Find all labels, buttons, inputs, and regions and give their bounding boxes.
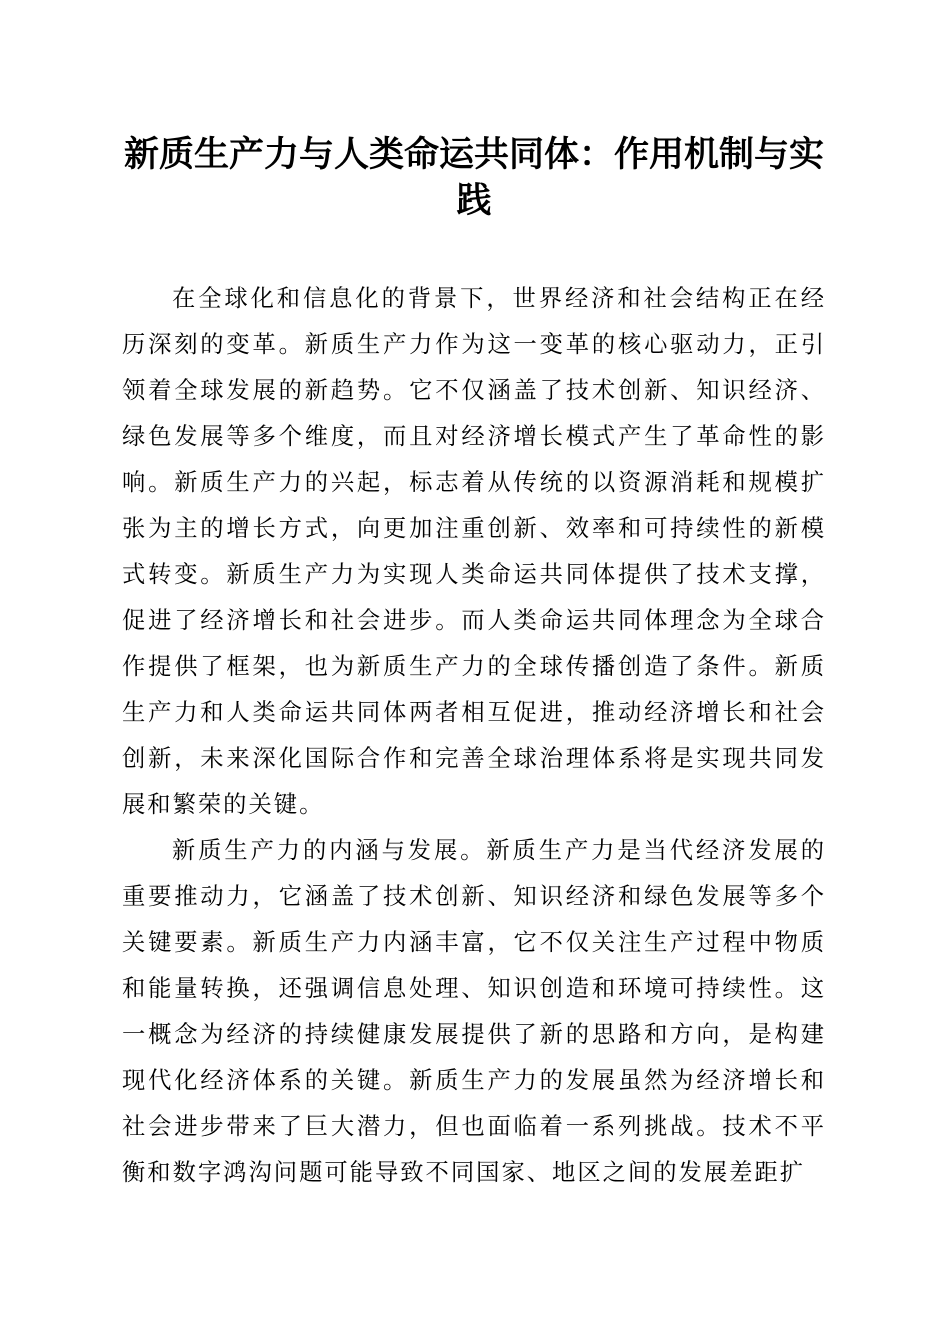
paragraph-connotation: 新质生产力的内涵与发展。新质生产力是当代经济发展的重要推动力，它涵盖了技术创新、知识经济和绿色发展等多个关键要素。新质生产力内涵丰富，它不仅关注生产过程中物质和能量转换，还强调信息处理、知识创造和环境可持续性。这一概念为经济的持续健康发展提供了新的思路和方向，是构建现代化经济体系的关键。新质生产力的发展虽然为经济增长和社会进步带来了巨大潜力，但也面临着一系列挑战。技术不平衡和数字鸿沟问题可能导致不同国家、地区之间的发展差距扩 [122, 837, 826, 1186]
paragraph-intro: 在全球化和信息化的背景下，世界经济和社会结构正在经历深刻的变革。新质生产力作为这一变革的核心驱动力，正引领着全球发展的新趋势。它不仅涵盖了技术创新、知识经济、绿色发展等多个维度，而且对经济增长模式产生了革命性的影响。新质生产力的兴起，标志着从传统的以资源消耗和规模扩张为主的增长方式，向更加注重创新、效率和可持续性的新模式转变。新质生产力为实现人类命运共同体提供了技术支撑，促进了经济增长和社会进步。而人类命运共同体理念为全球合作提供了框架，也为新质生产力的全球传播创造了条件。新质生产力和人类命运共同体两者相互促进，推动经济增长和社会创新，未来深化国际合作和完善全球治理体系将是实现共同发展和繁荣的关键。 [122, 285, 826, 818]
document-body [122, 276, 826, 1196]
document-title: 新质生产力与人类命运共同体：作用机制与实践 [123, 134, 824, 221]
